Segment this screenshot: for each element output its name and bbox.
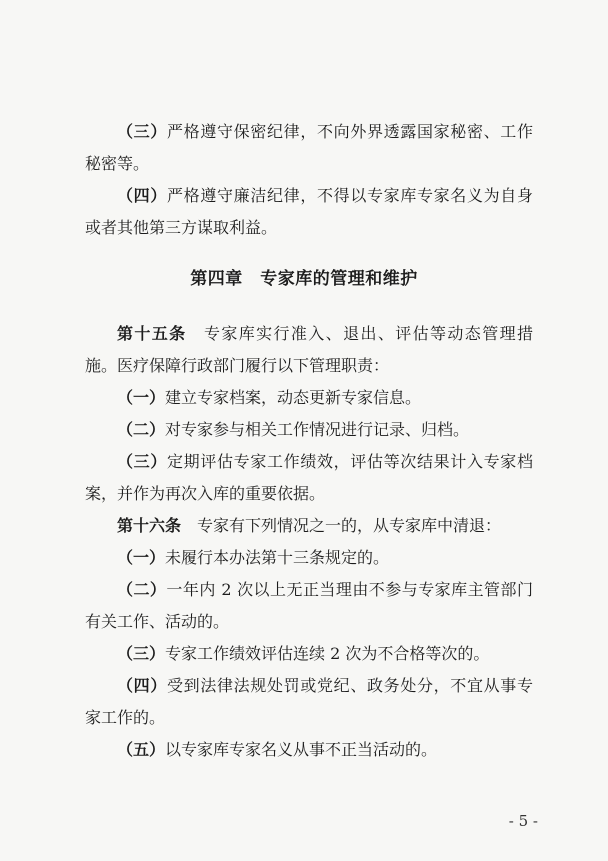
item-text: 一年内 2 次以上无正当理由不参与专家库主管部门有关工作、活动的。 xyxy=(85,580,533,631)
paragraph-text: 严格遵守廉洁纪律，不得以专家库专家名义为自身或者其他第三方谋取利益。 xyxy=(85,186,533,237)
item-prefix: （四） xyxy=(117,186,167,205)
item-text: 受到法律法规处罚或党纪、政务处分，不宜从事专家工作的。 xyxy=(85,676,533,727)
item-prefix: （三） xyxy=(117,644,166,663)
paragraph-integrity xyxy=(85,180,533,244)
article-15 xyxy=(85,318,533,382)
paragraph-confidentiality xyxy=(85,116,533,180)
item-prefix: （五） xyxy=(117,740,166,759)
item-text: 建立专家档案，动态更新专家信息。 xyxy=(165,388,422,407)
item-prefix: （三） xyxy=(117,122,167,141)
list-item xyxy=(85,542,533,574)
list-item xyxy=(85,414,533,446)
article-title: 第十六条 xyxy=(117,516,182,535)
article-text: 专家库实行准入、退出、评估等动态管理措施。医疗保障行政部门履行以下管理职责： xyxy=(85,324,533,375)
item-text: 未履行本办法第十三条规定的。 xyxy=(165,548,390,567)
item-text: 定期评估专家工作绩效，评估等次结果计入专家档案，并作为再次入库的重要依据。 xyxy=(85,452,533,503)
item-prefix: （三） xyxy=(117,452,167,471)
list-item xyxy=(85,574,533,638)
item-prefix: （二） xyxy=(117,420,166,439)
article-title: 第十五条 xyxy=(117,324,187,343)
chapter-title: 第四章 专家库的管理和维护 xyxy=(190,269,418,289)
list-item xyxy=(85,446,533,510)
item-prefix: （一） xyxy=(117,388,166,407)
item-text: 专家工作绩效评估连续 2 次为不合格等次的。 xyxy=(165,644,490,663)
list-item xyxy=(85,382,533,414)
item-text: 对专家参与相关工作情况进行记录、归档。 xyxy=(165,420,470,439)
item-prefix: （二） xyxy=(117,580,167,599)
article-16 xyxy=(85,510,533,542)
article-text: 专家有下列情况之一的，从专家库中清退： xyxy=(181,516,502,535)
list-item xyxy=(85,734,533,766)
page-number: - 5 - xyxy=(508,812,538,830)
list-item xyxy=(85,670,533,734)
item-prefix: （一） xyxy=(117,548,166,567)
item-prefix: （四） xyxy=(117,676,167,695)
paragraph-text: 严格遵守保密纪律，不向外界透露国家秘密、工作秘密等。 xyxy=(85,122,533,173)
list-item xyxy=(85,638,533,670)
item-text: 以专家库专家名义从事不正当活动的。 xyxy=(165,740,438,759)
